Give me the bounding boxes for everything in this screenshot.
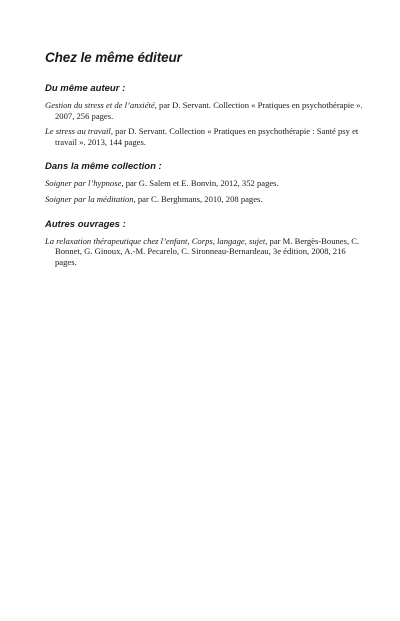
book-details: , par G. Salem et E. Bonvin, 2012, 352 pages. [121,178,279,189]
section-heading: Du même auteur : [45,83,126,94]
book-title: Le stress au travail [45,126,111,137]
book-title: Soigner par l’hypnose [45,178,122,189]
book-entry [45,194,365,205]
section-same-collection [45,161,365,204]
book-details: , par D. Servant. Collection « Pratiques en psychothérapie : Santé psy et travail ». 2013, 144 pages. [55,126,359,147]
book-entry [45,178,365,189]
page-content [45,50,365,281]
book-entry [45,100,365,121]
book-details: , par M. Bergès-Bounes, C. Bonnet, G. Ginoux, A.-M. Pecarelo, C. Sironneau-Bernardeau, 3e édition, 2008, 216 pages. [55,235,360,267]
book-entry [45,126,365,147]
book-title: Gestion du stress et de l’anxiété [45,100,155,110]
book-details: , par D. Servant. Collection « Pratiques en psychothérapie ». 2007, 256 pages. [55,100,363,121]
book-entry [45,236,365,268]
section-heading: Dans la même collection : [45,161,162,173]
section-other-works [45,219,365,268]
book-title: Soigner par la méditation [45,193,134,204]
section-heading: Autres ouvrages : [45,218,126,230]
book-title: La relaxation thérapeutique chez l’enfant, Corps, langage, sujet [45,235,266,246]
section-same-author [45,83,365,147]
book-details: , par C. Berghmans, 2010, 208 pages. [133,193,263,204]
page-title: Chez le même éditeur [45,50,182,65]
